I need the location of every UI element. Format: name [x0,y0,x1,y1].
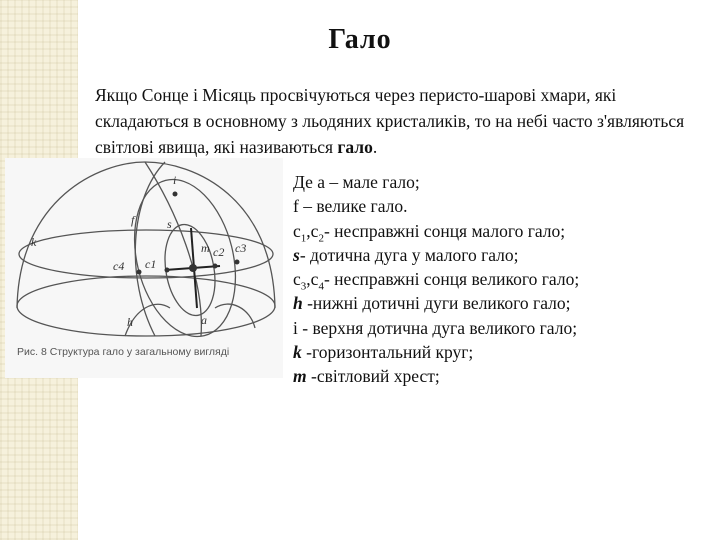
legend-text-c1c2: $с_1,с_2-$ несправжні сонця малого гало; [293,220,566,245]
halo-diagram [5,158,283,378]
label-m: m [201,241,210,255]
legend-item: s- дотична дуга у малого гало; [293,244,519,265]
intro-paragraph: Якщо Сонце і Місяць просвічуються через перисто-шарові хмари, які складаються в основному з льодяних кристаликів, то на небі часто з'являються світлові явища, які називаються гало. [95,85,685,157]
label-s: s [167,217,172,231]
label-h: h [127,315,133,329]
label-c3: c3 [235,241,247,255]
legend-item: k -горизонтальний круг; [293,342,474,363]
label-c1: c1 [145,257,157,271]
label-k: k [31,235,37,249]
sun-dot [189,264,197,272]
legend-item [293,267,713,291]
legend-item: f – велике гало. [293,196,408,217]
large-halo [119,169,251,347]
legend-item: i - верхня дотична дуга великого гало; [293,317,578,338]
legend-list [293,170,713,389]
parhelion-c1 [165,268,170,273]
legend-item: Де а – мале гало; [293,172,420,192]
label-c2: c2 [213,245,225,259]
dome-outline [17,162,275,308]
legend-item [293,219,713,243]
label-i: i [173,173,177,187]
legend-item: m -світловий хрест; [293,366,440,387]
intro-bold-term: гало [337,137,373,157]
halo-diagram-figure [5,158,283,378]
legend-text-c3c4: $с_3,с_4-$ несправжні сонця великого гало; [293,269,580,293]
figure-caption: Рис. 8 Структура гало у загальному вигляді [17,346,230,358]
parhelion-c2 [213,264,218,269]
upper-arc-point [173,192,178,197]
parhelion-c3 [235,260,240,265]
label-c4: c4 [113,259,125,273]
label-a: a [201,313,207,327]
page-title: Гало [328,24,392,55]
parhelion-c4 [137,270,142,275]
legend-item: h -нижні дотичні дуги великого гало; [293,293,571,314]
label-f: f [131,213,135,227]
